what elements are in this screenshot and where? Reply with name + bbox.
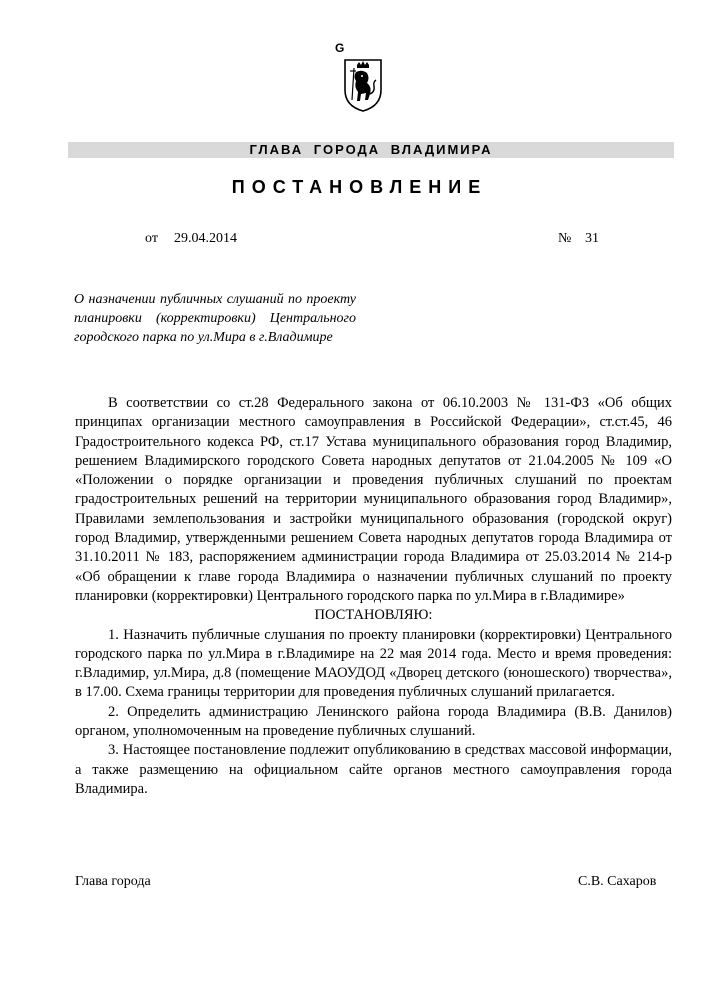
document-number: 31 (585, 231, 599, 246)
emblem-mark: G (335, 41, 345, 55)
decree-item: 2. Определить администрацию Ленинского района города Владимира (В.В. Данилов) органом, уполномоченным на проведение публичных слушаний. (75, 703, 672, 740)
document-date: 29.04.2014 (174, 231, 237, 246)
date-label: от (145, 231, 158, 246)
decree-item: 1. Назначить публичные слушания по проекту планировки (корректировки) Центрального городского парка по ул.Мира в г.Владимире на 22 мая 2014 года. Место и время проведения: г.Владимир, ул.Мира, д.8 (помещение МАОУДОД «Дворец детского (юношеского) творчества», в 17.00. Схема границы территории для проведения публичных слушаний прилагается. (75, 626, 672, 701)
number-label: № (558, 231, 572, 246)
document-subject: О назначении публичных слушаний по проекту планировки (корректировки) Центрального городского парка по ул.Мира в г.Владимире (74, 292, 356, 345)
signatory-name: С.В. Сахаров (578, 874, 657, 889)
preamble-paragraph: В соответствии со ст.28 Федерального закона от 06.10.2003 № 131-ФЗ «Об общих принципах организации местного самоуправления в Российской Федерации», ст.ст.45, 46 Градостроительного кодекса РФ, ст.17 Устава муниципального образования город Владимир, решением Владимирского городского Совета народных депутатов от 21.04.2005 № 109 «О «Положении о порядке организации и проведения публичных слушаний по проектам градостроительных решений на территории муниципального образования город Владимир», Правилами землепользования и застройки муниципального образования (городской округ) город Владимир, утвержденными решением Совета народных депутатов города Владимира от 31.10.2011 № 183, распоряжением администрации города Владимира от 25.03.2014 № 214-р «Об обращении к главе города Владимира о назначении публичных слушаний по проекту планировки (корректировки) Центрального городского парка по ул.Мира в г.Владимире» (75, 395, 672, 604)
decree-word: ПОСТАНОВЛЯЮ: (314, 607, 433, 624)
document-type: ПОСТАНОВЛЕНИЕ (231, 177, 488, 197)
decree-item: 3. Настоящее постановление подлежит опубликованию в средствах массовой информации, а также размещению на официальном сайте органов местного самоуправления города Владимира. (75, 742, 672, 797)
document-body (75, 394, 672, 799)
organization-title: ГЛАВА ГОРОДА ВЛАДИМИРА (249, 142, 493, 157)
signatory-position: Глава города (75, 874, 151, 889)
coat-of-arms-icon (342, 56, 384, 112)
